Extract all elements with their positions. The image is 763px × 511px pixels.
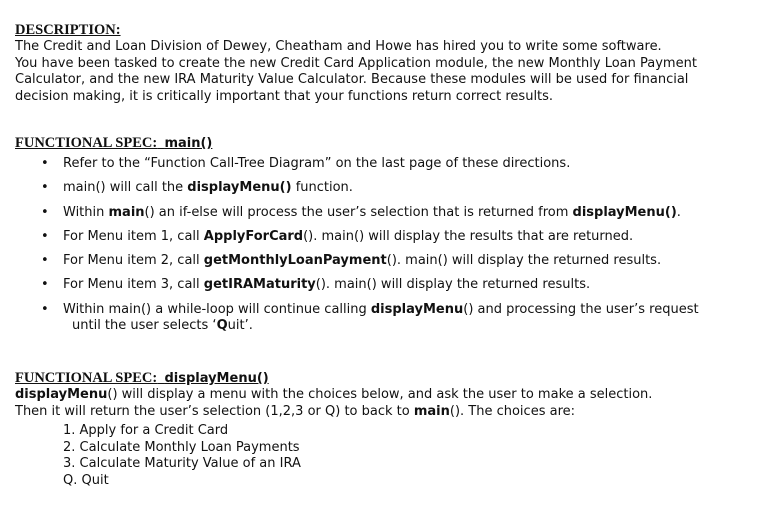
bullet-icon: • bbox=[41, 253, 49, 269]
description-line: You have been tasked to create the new Credit Card Application module, the new Monthly Loan Payment bbox=[15, 55, 697, 71]
function-name: ApplyForCard bbox=[203, 228, 304, 244]
emphasis-letter: Q bbox=[216, 318, 228, 334]
display-menu-spec-section bbox=[15, 370, 755, 489]
list-item-text: Within bbox=[63, 204, 109, 220]
list-item bbox=[15, 277, 755, 294]
list-item-text: . bbox=[676, 204, 681, 220]
bullet-icon: • bbox=[41, 156, 49, 171]
description-heading: DESCRIPTION: bbox=[15, 22, 121, 38]
main-spec-heading bbox=[15, 135, 755, 152]
heading-prefix: FUNCTIONAL SPEC: bbox=[15, 135, 158, 151]
list-item-text: function. bbox=[291, 180, 353, 196]
function-name: displayMenu bbox=[15, 387, 108, 402]
list-item-text: main() will call the bbox=[63, 180, 188, 196]
list-item-text: For Menu item 1, call bbox=[63, 228, 204, 244]
function-name: main bbox=[108, 204, 145, 220]
list-item bbox=[15, 253, 755, 270]
list-item bbox=[15, 205, 755, 222]
main-spec-section bbox=[15, 135, 755, 343]
list-item bbox=[15, 156, 755, 173]
list-item-text: (). main() will display the results that are returned. bbox=[303, 228, 634, 244]
description-line: The Credit and Loan Division of Dewey, Cheatham and Howe has hired you to write some software. bbox=[15, 39, 662, 54]
display-menu-paragraph bbox=[15, 387, 755, 404]
list-item-text: For Menu item 2, call bbox=[63, 253, 204, 269]
menu-choice: 3. Calculate Maturity Value of an IRA bbox=[63, 456, 301, 471]
bullet-icon: • bbox=[41, 277, 49, 293]
document-page bbox=[15, 22, 755, 488]
heading-function: displayMenu() bbox=[164, 371, 269, 386]
function-name: displayMenu bbox=[370, 301, 464, 317]
description-section bbox=[15, 22, 755, 105]
function-name: getIRAMaturity bbox=[203, 277, 316, 293]
menu-choice: Q. Quit bbox=[63, 472, 109, 488]
display-menu-paragraph bbox=[15, 404, 755, 421]
bullet-icon: • bbox=[41, 204, 49, 220]
list-item-continuation bbox=[63, 318, 755, 335]
bullet-icon: • bbox=[41, 228, 49, 244]
list-item-text: until the user selects ‘ bbox=[72, 318, 217, 334]
list-item bbox=[15, 180, 755, 197]
list-item-text: (). main() will display the returned results. bbox=[315, 277, 591, 293]
function-name: getMonthlyLoanPayment bbox=[203, 253, 387, 269]
function-name: displayMenu() bbox=[187, 180, 292, 196]
menu-choice: 1. Apply for a Credit Card bbox=[63, 423, 229, 438]
menu-choice: 2. Calculate Monthly Loan Payments bbox=[63, 439, 300, 455]
main-spec-list bbox=[15, 156, 755, 335]
function-name: displayMenu() bbox=[572, 204, 677, 220]
list-item-text: (). main() will display the returned results. bbox=[386, 253, 662, 269]
bullet-icon: • bbox=[41, 180, 49, 196]
list-item-text: Within main() a while-loop will continue calling bbox=[63, 301, 371, 317]
list-item-text: uit’. bbox=[227, 318, 253, 334]
list-item-text: () and processing the user’s request bbox=[463, 301, 699, 317]
bullet-icon: • bbox=[41, 301, 49, 317]
list-item-text: Refer to the “Function Call-Tree Diagram” on the last page of these directions. bbox=[63, 156, 571, 171]
list-item bbox=[15, 229, 755, 246]
list-item-text: () an if-else will process the user’s selection that is returned from bbox=[144, 204, 573, 220]
paragraph-text: () will display a menu with the choices below, and ask the user to make a selection. bbox=[107, 387, 653, 402]
function-name: main bbox=[413, 403, 450, 419]
display-menu-spec-heading bbox=[15, 370, 755, 387]
menu-choices-list bbox=[63, 423, 755, 489]
description-line: decision making, it is critically important that your functions return correct results. bbox=[15, 88, 554, 104]
list-item-text: For Menu item 3, call bbox=[63, 277, 204, 293]
description-line: Calculator, and the new IRA Maturity Value Calculator. Because these modules will be used for financial bbox=[15, 72, 689, 87]
paragraph-text: (). The choices are: bbox=[449, 403, 575, 419]
paragraph-text: Then it will return the user’s selection (1,2,3 or Q) to back to bbox=[15, 403, 414, 419]
heading-function: main() bbox=[164, 136, 213, 151]
heading-prefix: FUNCTIONAL SPEC: bbox=[15, 370, 158, 386]
list-item bbox=[15, 302, 755, 335]
